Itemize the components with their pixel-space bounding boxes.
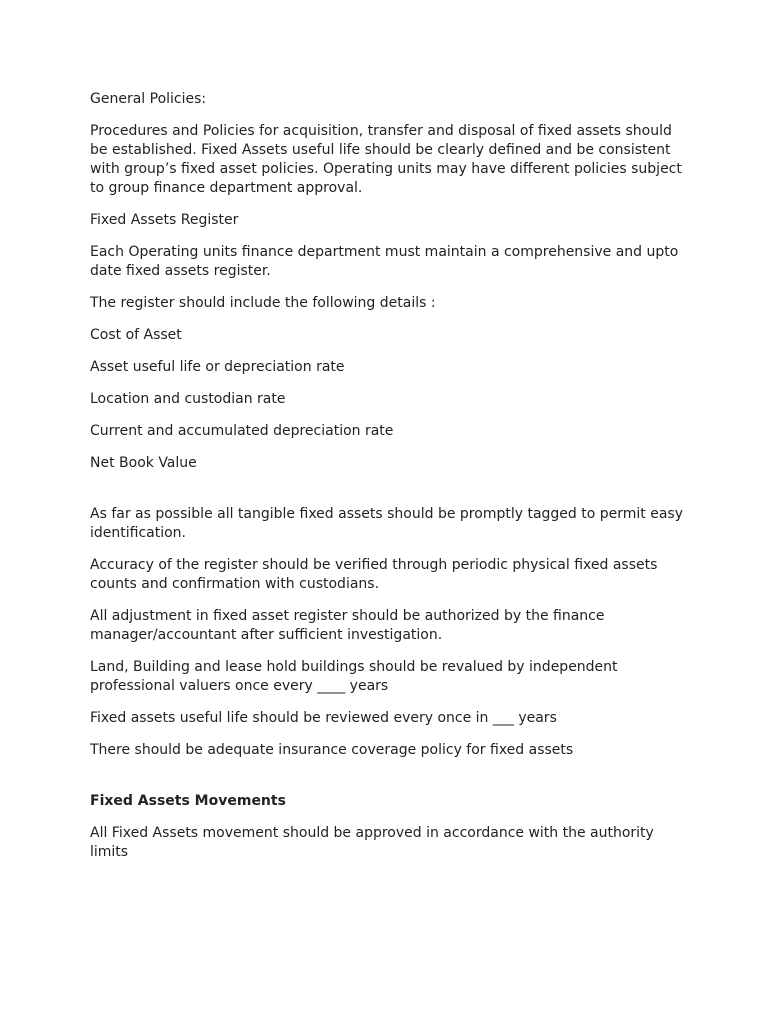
section-heading-fixed-assets-movements: Fixed Assets Movements: [90, 793, 286, 809]
paragraph-useful-life-review: Fixed assets useful life should be reviewed every once in ___ years: [90, 710, 557, 726]
document-body: [90, 90, 690, 875]
paragraph-register-maintenance: Each Operating units finance department must maintain a comprehensive and upto date fixed assets register.: [90, 244, 679, 279]
section-heading-fixed-assets-register: Fixed Assets Register: [90, 212, 239, 228]
paragraph-procedures-policies: Procedures and Policies for acquisition, transfer and disposal of fixed assets should be established. Fixed Assets useful life should be clearly defined and be consistent with group’s fixed asset policies. Operating units may have different policies subject to group finance department approval.: [90, 123, 682, 196]
register-detail-item: Cost of Asset: [90, 327, 182, 343]
section-heading-general-policies: General Policies:: [90, 91, 207, 107]
register-detail-item: Net Book Value: [90, 455, 197, 471]
paragraph-insurance-coverage: There should be adequate insurance coverage policy for fixed assets: [90, 742, 574, 758]
paragraph-register-details-intro: The register should include the following details :: [90, 295, 436, 311]
register-detail-item: Current and accumulated depreciation rate: [90, 423, 394, 439]
register-detail-item: Location and custodian rate: [90, 391, 286, 407]
paragraph-register-adjustment: All adjustment in fixed asset register should be authorized by the finance manager/accountant after sufficient investigation.: [90, 608, 605, 643]
paragraph-revaluation: Land, Building and lease hold buildings should be revalued by independent professional valuers once every ____ years: [90, 659, 618, 694]
paragraph-asset-tagging: As far as possible all tangible fixed assets should be promptly tagged to permit easy identification.: [90, 506, 683, 541]
paragraph-movement-approval: All Fixed Assets movement should be approved in accordance with the authority limits: [90, 825, 654, 860]
paragraph-register-verification: Accuracy of the register should be verified through periodic physical fixed assets counts and confirmation with custodians.: [90, 557, 658, 592]
register-detail-item: Asset useful life or depreciation rate: [90, 359, 345, 375]
